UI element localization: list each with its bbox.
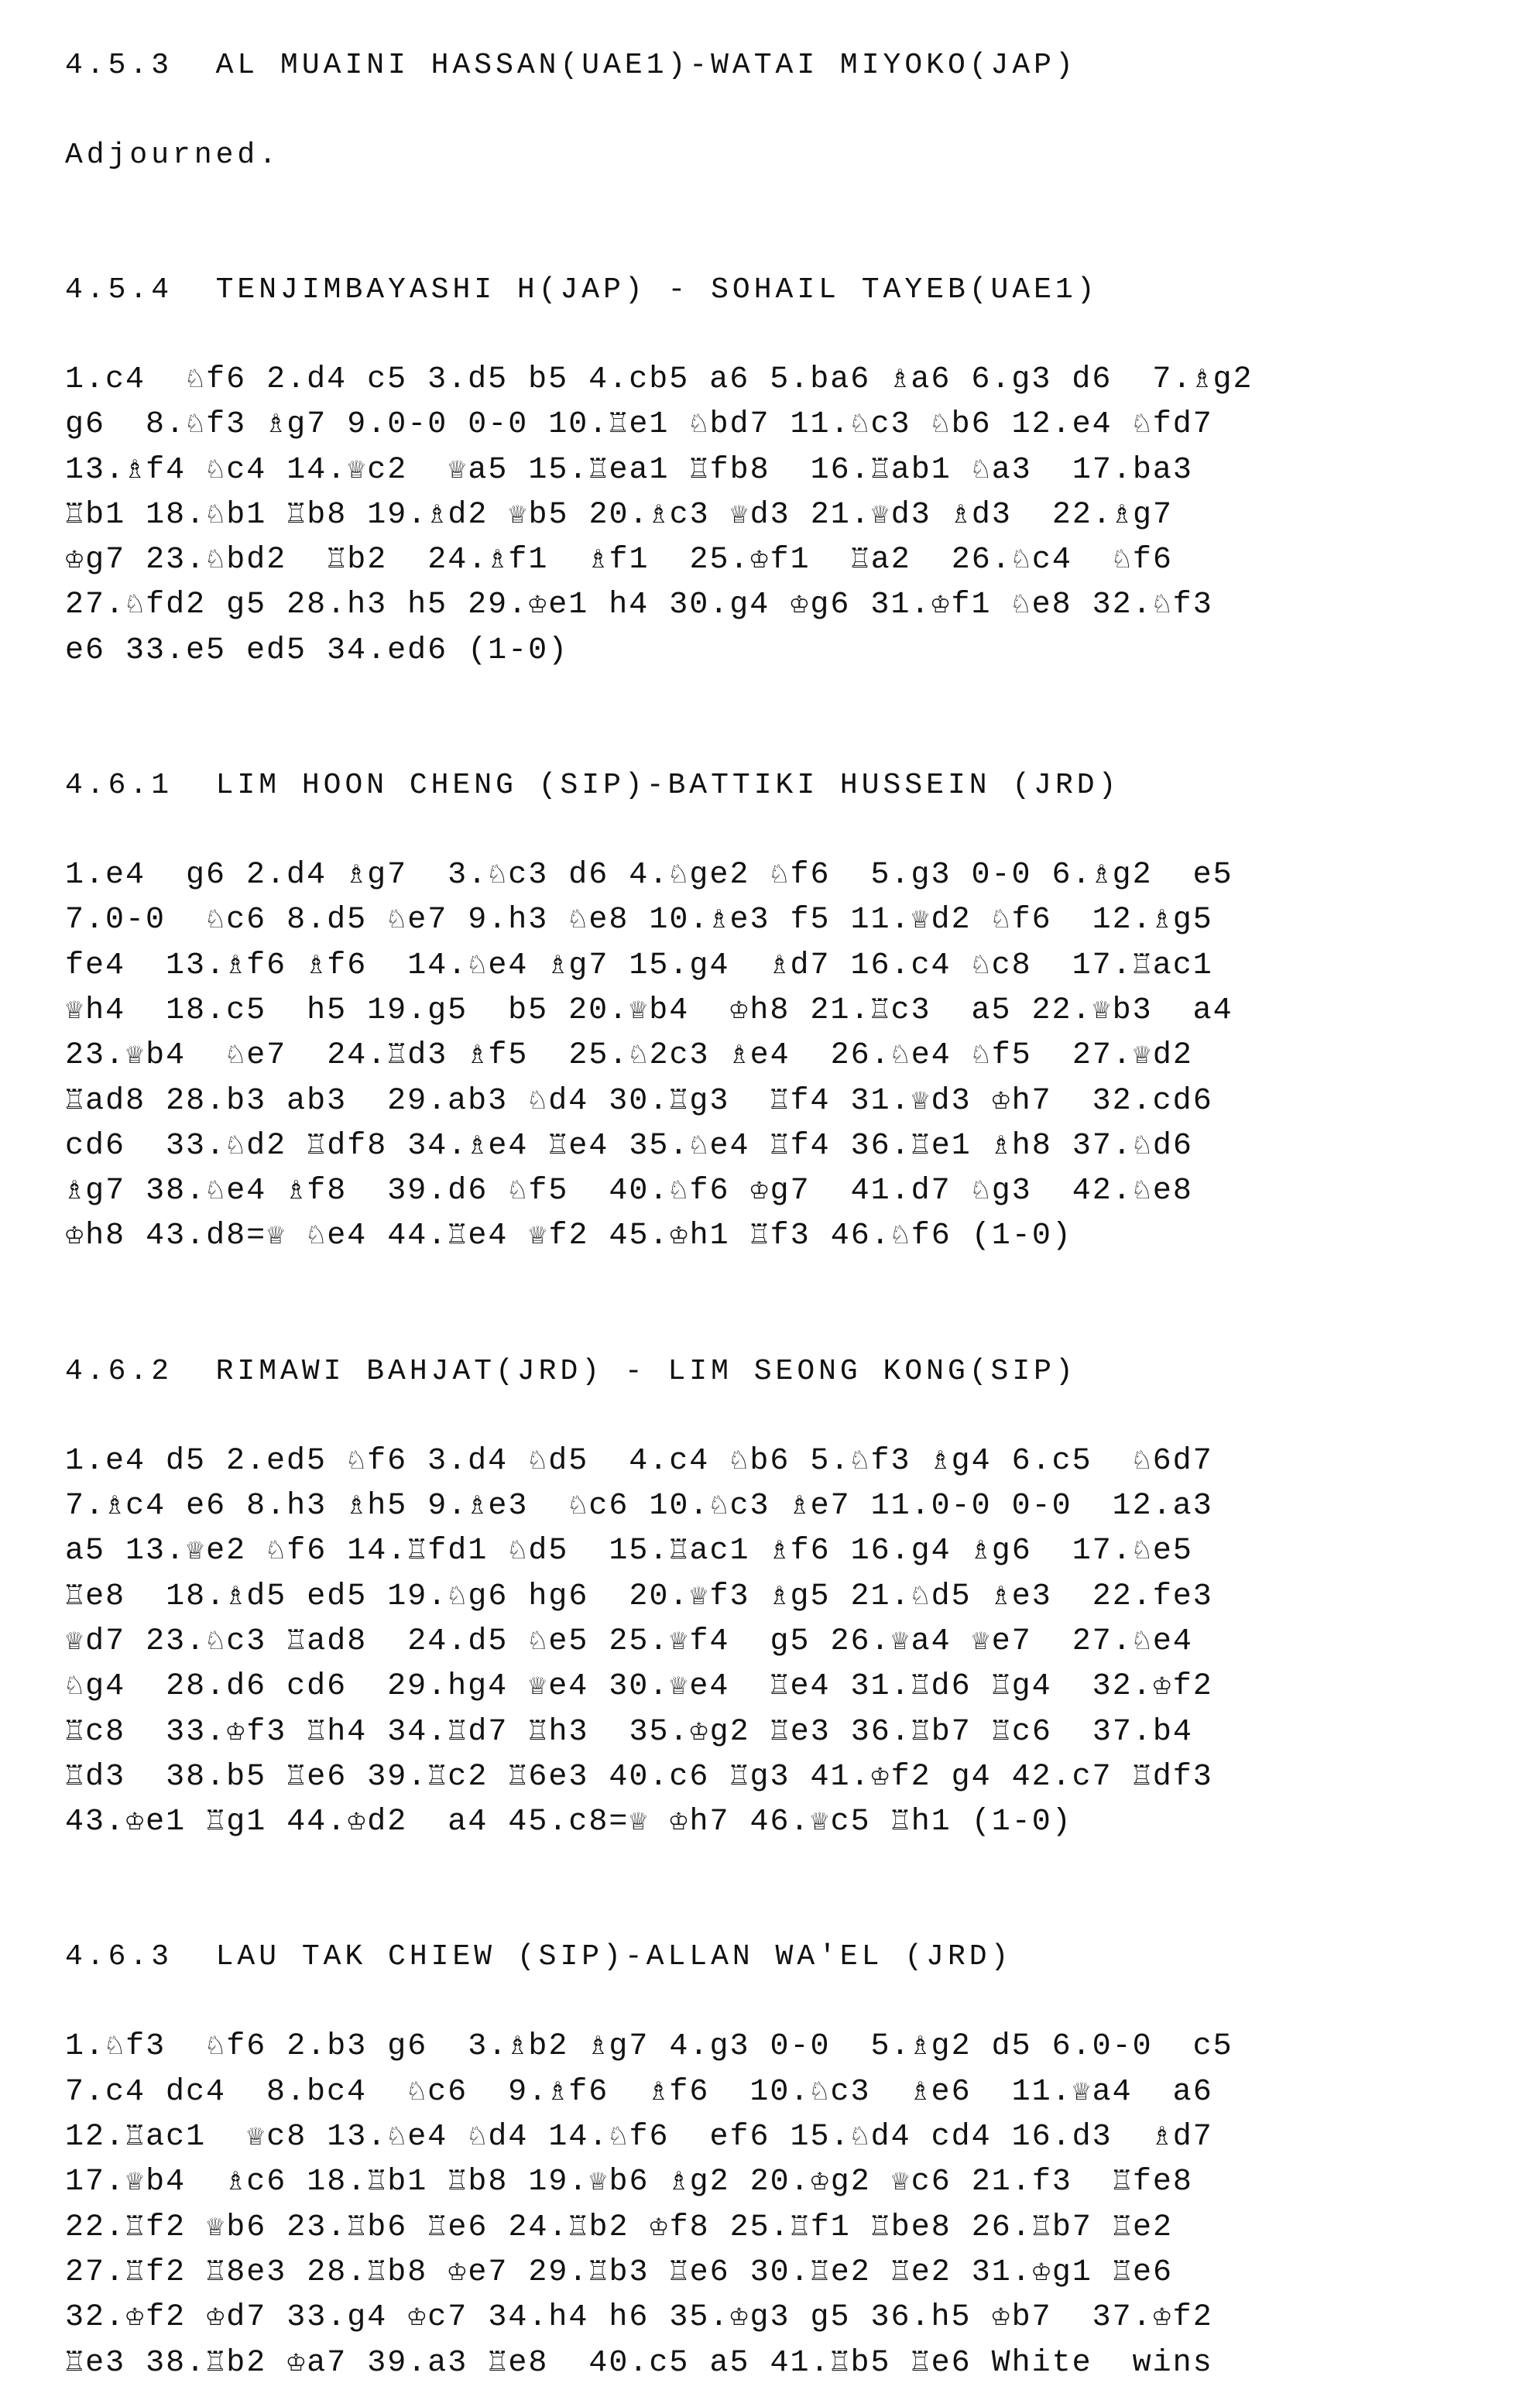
- move-list: [65, 1439, 1474, 1846]
- move-line: ♔g7 23.♘bd2 ♖b2 24.♗f1 ♗f1 25.♔f1 ♖a2 26.♘c4 ♘f6: [65, 543, 1173, 578]
- move-line: ♘g4 28.d6 cd6 29.hg4 ♕e4 30.♕e4 ♖e4 31.♖d6 ♖g4 32.♔f2: [65, 1669, 1213, 1705]
- move-line: ♖e3 38.♖b2 ♔a7 39.a3 ♖e8 40.c5 a5 41.♖b5 ♖e6 White wins: [65, 2345, 1213, 2381]
- move-line: ♕d7 23.♘c3 ♖ad8 24.d5 ♘e5 25.♕f4 g5 26.♕a4 ♕e7 27.♘e4: [65, 1624, 1193, 1659]
- game-4-5-3: [65, 43, 1474, 178]
- move-line: cd6 33.♘d2 ♖df8 34.♗e4 ♖e4 35.♘e4 ♖f4 36.♖e1 ♗h8 37.♘d6: [65, 1128, 1193, 1164]
- move-line: g6 8.♘f3 ♗g7 9.0-0 0-0 10.♖e1 ♘bd7 11.♘c3 ♘b6 12.e4 ♘fd7: [65, 407, 1213, 443]
- move-line: ♖d3 38.b5 ♖e6 39.♖c2 ♖6e3 40.c6 ♖g3 41.♔f2 g4 42.c7 ♖df3: [65, 1759, 1213, 1795]
- move-line: 7.♗c4 e6 8.h3 ♗h5 9.♗e3 ♘c6 10.♘c3 ♗e7 11.0-0 0-0 12.a3: [65, 1489, 1213, 1524]
- game-heading: 4.6.1 LIM HOON CHENG (SIP)-BATTIKI HUSSEIN (JRD): [65, 769, 1120, 803]
- move-line: 1.e4 d5 2.ed5 ♘f6 3.d4 ♘d5 4.c4 ♘b6 5.♘f3 ♗g4 6.c5 ♘6d7: [65, 1443, 1213, 1479]
- game-heading: 4.6.2 RIMAWI BAHJAT(JRD) - LIM SEONG KONG(SIP): [65, 1354, 1077, 1388]
- move-line: ♖c8 33.♔f3 ♖h4 34.♖d7 ♖h3 35.♔g2 ♖e3 36.♖b7 ♖c6 37.b4: [65, 1714, 1193, 1750]
- move-line: 22.♖f2 ♕b6 23.♖b6 ♖e6 24.♖b2 ♔f8 25.♖f1 ♖be8 26.♖b7 ♖e2: [65, 2210, 1173, 2245]
- move-list: [65, 2025, 1474, 2385]
- scoresheet-page: [65, 43, 1474, 2386]
- game-4-5-4: [65, 268, 1474, 674]
- game-heading: 4.5.3 AL MUAINI HASSAN(UAE1)-WATAI MIYOKO(JAP): [65, 49, 1077, 82]
- move-line: a5 13.♕e2 ♘f6 14.♖fd1 ♘d5 15.♖ac1 ♗f6 16.g4 ♗g6 17.♘e5: [65, 1534, 1193, 1569]
- move-line: 1.e4 g6 2.d4 ♗g7 3.♘c3 d6 4.♘ge2 ♘f6 5.g3 0-0 6.♗g2 e5: [65, 858, 1233, 893]
- game-4-6-2: [65, 1349, 1474, 1846]
- move-line: 17.♕b4 ♗c6 18.♖b1 ♖b8 19.♕b6 ♗g2 20.♔g2 ♕c6 21.f3 ♖fe8: [65, 2165, 1193, 2200]
- move-line: ♖ad8 28.b3 ab3 29.ab3 ♘d4 30.♖g3 ♖f4 31.♕d3 ♔h7 32.cd6: [65, 1083, 1213, 1119]
- game-4-6-1: [65, 763, 1474, 1260]
- move-line: ♗g7 38.♘e4 ♗f8 39.d6 ♘f5 40.♘f6 ♔g7 41.d7 ♘g3 42.♘e8: [65, 1174, 1193, 1209]
- move-line: 23.♕b4 ♘e7 24.♖d3 ♗f5 25.♘2c3 ♗e4 26.♘e4 ♘f5 27.♕d2: [65, 1038, 1193, 1074]
- game-heading: 4.5.4 TENJIMBAYASHI H(JAP) - SOHAIL TAYEB(UAE1): [65, 273, 1099, 307]
- move-line: fe4 13.♗f6 ♗f6 14.♘e4 ♗g7 15.g4 ♗d7 16.c4 ♘c8 17.♖ac1: [65, 948, 1213, 983]
- move-line: 13.♗f4 ♘c4 14.♕c2 ♕a5 15.♖ea1 ♖fb8 16.♖ab1 ♘a3 17.ba3: [65, 452, 1193, 488]
- move-line: ♕h4 18.c5 h5 19.g5 b5 20.♕b4 ♔h8 21.♖c3 a5 22.♕b3 a4: [65, 993, 1233, 1028]
- move-list: [65, 853, 1474, 1260]
- move-line: 7.c4 dc4 8.bc4 ♘c6 9.♗f6 ♗f6 10.♘c3 ♗e6 11.♕a4 a6: [65, 2074, 1213, 2110]
- move-list: [65, 358, 1474, 674]
- game-4-6-3: [65, 1935, 1474, 2385]
- move-line: Adjourned.: [65, 139, 281, 172]
- game-result-status: [65, 133, 1474, 178]
- move-line: 1.♘f3 ♘f6 2.b3 g6 3.♗b2 ♗g7 4.g3 0-0 5.♗g2 d5 6.0-0 c5: [65, 2029, 1233, 2065]
- move-line: e6 33.e5 ed5 34.ed6 (1-0): [65, 633, 569, 668]
- move-line: 1.c4 ♘f6 2.d4 c5 3.d5 b5 4.cb5 a6 5.ba6 ♗a6 6.g3 d6 7.♗g2: [65, 362, 1254, 397]
- move-line: 27.♘fd2 g5 28.h3 h5 29.♔e1 h4 30.g4 ♔g6 31.♔f1 ♘e8 32.♘f3: [65, 588, 1213, 623]
- move-line: 43.♔e1 ♖g1 44.♔d2 a4 45.c8=♕ ♔h7 46.♕c5 ♖h1 (1-0): [65, 1805, 1072, 1840]
- move-line: ♔h8 43.d8=♕ ♘e4 44.♖e4 ♕f2 45.♔h1 ♖f3 46.♘f6 (1-0): [65, 1219, 1072, 1254]
- move-line: 7.0-0 ♘c6 8.d5 ♘e7 9.h3 ♘e8 10.♗e3 f5 11.♕d2 ♘f6 12.♗g5: [65, 903, 1213, 938]
- move-line: 32.♔f2 ♔d7 33.g4 ♔c7 34.h4 h6 35.♔g3 g5 36.h5 ♔b7 37.♔f2: [65, 2300, 1213, 2336]
- move-line: ♖e8 18.♗d5 ed5 19.♘g6 hg6 20.♕f3 ♗g5 21.♘d5 ♗e3 22.fe3: [65, 1579, 1213, 1614]
- move-line: 12.♖ac1 ♕c8 13.♘e4 ♘d4 14.♘f6 ef6 15.♘d4 cd4 16.d3 ♗d7: [65, 2120, 1213, 2155]
- game-heading: 4.6.3 LAU TAK CHIEW (SIP)-ALLAN WA'EL (JRD): [65, 1940, 1013, 1974]
- move-line: ♖b1 18.♘b1 ♖b8 19.♗d2 ♕b5 20.♗c3 ♕d3 21.♕d3 ♗d3 22.♗g7: [65, 497, 1173, 533]
- move-line: 27.♖f2 ♖8e3 28.♖b8 ♔e7 29.♖b3 ♖e6 30.♖e2 ♖e2 31.♔g1 ♖e6: [65, 2254, 1173, 2290]
